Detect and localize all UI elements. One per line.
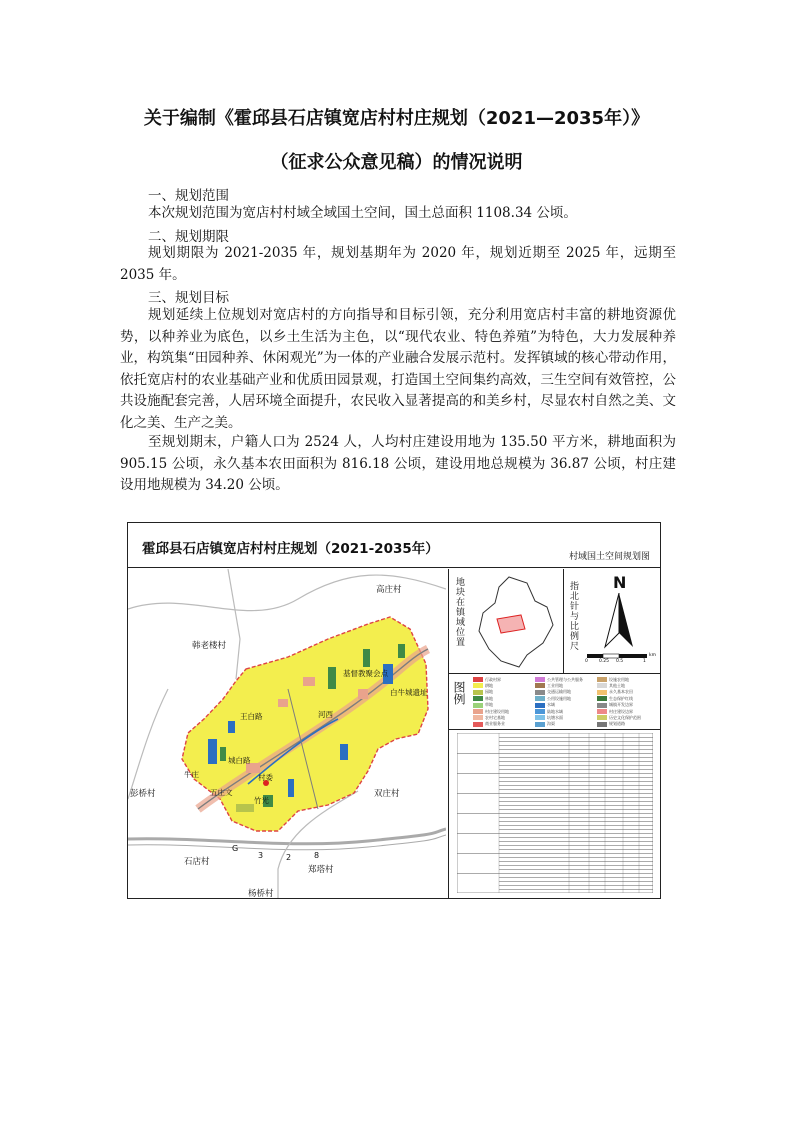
table-row [499, 821, 653, 822]
legend-swatch [535, 722, 545, 727]
legend-item-label: 生态保护红线 [609, 695, 633, 701]
legend-item-label: 设施农用地 [609, 676, 629, 682]
north-arrow-icon [603, 593, 635, 649]
legend-item-label: 林地 [485, 695, 493, 701]
village-label-yangqiao: 杨桥村 [248, 889, 274, 899]
table-row [499, 761, 653, 762]
place-label-zhuguang: 竹光 [254, 796, 269, 805]
legend-label: 图例 [452, 681, 466, 705]
table-row [499, 781, 653, 782]
legend-item-label: 陆地水域 [547, 708, 563, 714]
section-heading-period: 二、规划期限 [148, 229, 229, 245]
map-side-panel [448, 569, 661, 898]
table-row [457, 773, 653, 774]
table-row [499, 789, 653, 790]
table-row [499, 769, 653, 770]
legend-swatch [535, 703, 545, 708]
table-row [499, 797, 653, 798]
village-label-shuangzhuang: 双庄村 [374, 789, 400, 799]
legend-item-label: 公共管理与公共服务 [547, 676, 583, 682]
scale-tick-05: 0.5 [616, 659, 624, 664]
legend-item-label: 农村宅基地 [485, 714, 505, 720]
village-label-zhengta: 郑塔村 [308, 865, 334, 875]
table-row [457, 833, 653, 834]
place-label-niuzhuang: 牛庄 [184, 770, 199, 779]
legend-swatch [473, 690, 483, 695]
table-row [457, 753, 653, 754]
place-label-hexi: 河西 [318, 710, 333, 719]
legend-swatch [535, 690, 545, 695]
table-row [457, 813, 653, 814]
legend-item-label: 工业用地 [547, 682, 563, 688]
legend-item-label: 城镇开发边界 [609, 702, 633, 708]
legend-item-label: 园地 [485, 689, 493, 695]
table-row [499, 745, 653, 746]
legend-swatch [535, 715, 545, 720]
place-label-cunwei: 村委 [258, 773, 273, 782]
place-label-bainiu: 白牛城遗址 [390, 688, 428, 697]
north-letter: N [613, 573, 627, 592]
legend-panel [449, 673, 661, 730]
section-body-period: 规划期限为 2021-2035 年，规划基期年为 2020 年，规划近期至 2025 年，远期至 2035 年。 [120, 245, 676, 283]
table-row [457, 793, 653, 794]
table-row [457, 853, 653, 854]
legend-item-label: 水域 [547, 702, 555, 708]
legend-swatch [473, 677, 483, 682]
legend-swatch [473, 715, 483, 720]
scale-unit: km [649, 653, 656, 658]
doc-title-line2: （征求公众意见稿）的情况说明 [270, 152, 523, 173]
section-heading-goal: 三、规划目标 [148, 290, 229, 306]
table-row [499, 857, 653, 858]
table-row [499, 841, 653, 842]
land-use-map [128, 569, 446, 898]
legend-item-label: 村庄建设用地 [485, 708, 509, 714]
scale-tick-025: 0.25 [599, 659, 610, 664]
road-label-8: 8 [314, 851, 320, 860]
legend-swatch [597, 677, 607, 682]
table-row [499, 869, 653, 870]
legend-swatch [597, 703, 607, 708]
map-drawing [128, 569, 446, 898]
legend-swatch [597, 683, 607, 688]
legend-swatch [597, 696, 607, 701]
legend-swatch [473, 722, 483, 727]
legend-item-label: 历史文化保护范围 [609, 714, 641, 720]
table-row [499, 881, 653, 882]
road-label-2: 2 [286, 853, 292, 862]
table-row [499, 809, 653, 810]
location-label: 地块在镇域位置 [454, 577, 464, 647]
legend-swatch [535, 683, 545, 688]
scale-tick-1: 1 [643, 659, 646, 664]
legend-swatch [473, 709, 483, 714]
section-heading-scope: 一、规划范围 [148, 188, 229, 204]
legend-swatch [597, 722, 607, 727]
table-row [499, 885, 653, 886]
legend-swatch [473, 696, 483, 701]
legend-item-label: 永久基本农田 [609, 689, 633, 695]
legend-swatch [535, 696, 545, 701]
table-row [499, 837, 653, 838]
table-row [499, 757, 653, 758]
legend-swatch [597, 709, 607, 714]
village-label-shidian: 石店村 [184, 857, 210, 867]
land-use-table [457, 733, 653, 893]
table-row [499, 737, 653, 738]
legend-item-label: 公用设施用地 [547, 695, 571, 701]
legend-swatch [473, 683, 483, 688]
section-body-goal: 规划延续上位规划对宽店村的方向指导和目标引领，充分利用宽店村丰富的耕地资源优势，以种养业为底色，以乡土生活为主色，以“现代农业、特色养殖”为特色，大力发展种养业，构筑集“田园种养、休闲观光”为一体的产业融合发展示范村。发挥镇域的核心带动作用，依托宽店村的农业基础产业和优质田园景观，打造国土空间集约高效，三生空间有效管控，公共设施配套完善，人居环境全面提升，农民收入显著提高的和美乡村，尽显农村自然之美、文化之美、生产之美。 [120, 307, 676, 431]
table-row [499, 849, 653, 850]
map-title: 霍邱县石店镇宽店村村庄规划（2021-2035年） [142, 541, 439, 557]
table-row [499, 741, 653, 742]
scale-tick-0: 0 [585, 659, 588, 664]
table-row [499, 889, 653, 890]
table-row [499, 785, 653, 786]
table-row [499, 805, 653, 806]
place-label-wangbai: 王白路 [240, 712, 263, 721]
legend-swatch [597, 690, 607, 695]
table-row [499, 865, 653, 866]
legend-item-label: 沟渠 [547, 721, 555, 727]
legend-swatch [535, 709, 545, 714]
legend-swatch [597, 715, 607, 720]
place-label-chengbai: 城白路 [228, 756, 251, 765]
township-location-inset [469, 573, 559, 669]
legend-item-label: 村庄建设边界 [609, 708, 633, 714]
legend-item-label: 耕地 [485, 682, 493, 688]
map-subtitle: 村域国土空间规划图 [568, 552, 650, 562]
village-label-gaozhuang: 高庄村 [376, 585, 402, 595]
legend-item-label: 其他土地 [609, 682, 625, 688]
legend-item-label: 坑塘水面 [547, 714, 563, 720]
section-body-scope: 本次规划范围为宽店村村域全域国土空间，国土总面积 1108.34 公顷。 [148, 205, 577, 221]
compass-label: 指北针与比例尺 [568, 581, 578, 651]
legend-item-label: 行政村界 [485, 676, 501, 682]
place-label-jidujiao: 基督教聚会点 [343, 669, 388, 678]
table-row [499, 765, 653, 766]
road-label-3: 3 [258, 851, 264, 860]
legend-item-label: 交通运输用地 [547, 689, 571, 695]
table-row [499, 749, 653, 750]
legend-item-label: 规划道路 [609, 721, 625, 727]
table-row [499, 777, 653, 778]
village-label-pengqiao: 彭桥村 [130, 789, 156, 799]
legend-swatch [473, 703, 483, 708]
table-row [499, 825, 653, 826]
doc-title-line1: 关于编制《霍邱县石店镇宽店村村庄规划（2021—2035年）》 [143, 108, 650, 129]
table-row [499, 877, 653, 878]
table-row [457, 873, 653, 874]
closing-paragraph: 至规划期末，户籍人口为 2524 人，人均村庄建设用地为 135.50 平方米，耕地面积为 905.15 公顷，永久基本农田面积为 816.18 公顷，建设用地总规模为 36.87 公顷，村庄建设用地规模为 34.20 公顷。 [120, 434, 676, 493]
place-label-wuzhuang: 五庄文 [210, 788, 233, 797]
village-label-hanlaolou: 韩老楼村 [192, 641, 227, 651]
table-row [499, 829, 653, 830]
location-panel [449, 569, 661, 674]
legend-item-label: 商业服务业 [485, 721, 505, 727]
table-row [499, 817, 653, 818]
map-header [128, 523, 660, 568]
legend-item-label: 草地 [485, 702, 493, 708]
planning-map-figure [127, 522, 661, 899]
table-row [499, 801, 653, 802]
legend-swatch [535, 677, 545, 682]
road-label-g: G [232, 844, 239, 853]
table-row [499, 845, 653, 846]
table-row [499, 861, 653, 862]
